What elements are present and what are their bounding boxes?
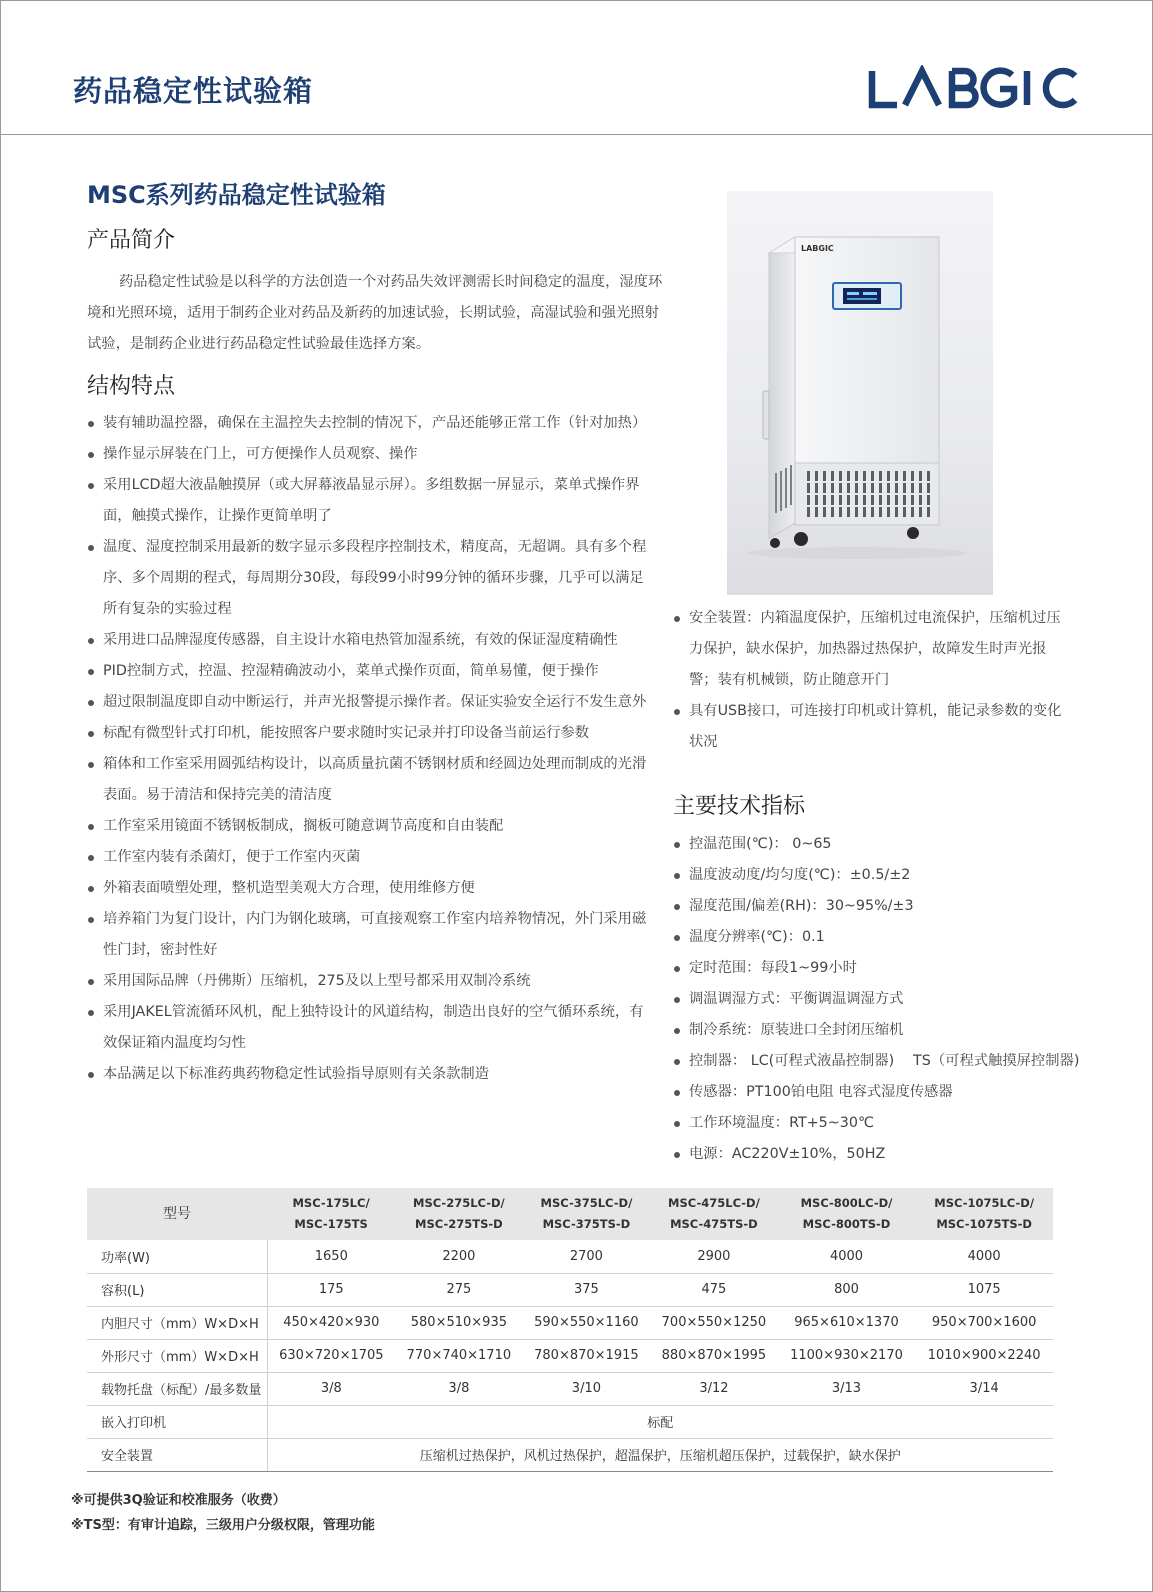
table-cell: 压缩机过热保护，风机过热保护，超温保护，压缩机超压保护，过载保护，缺水保护 <box>267 1438 1053 1471</box>
intro-paragraph: 药品稳定性试验是以科学的方法创造一个对药品失效评测需长时间稳定的温度，湿度环境和光照环境，适用于制药企业对药品及新药的加速试验，长期试验，高湿试验和强光照射试验，是制药企业进行药品稳定性试验最佳选择方案。 <box>87 274 663 352</box>
model-name-line: MSC-800TS-D <box>802 1217 891 1231</box>
specification-table <box>87 1188 1053 1472</box>
model-name-line: MSC-475LC-D/ <box>668 1196 760 1210</box>
feature-item: 培养箱门为复门设计，内门为钢化玻璃，可直接观察工作室内培养物情况，外门采用磁性门封，密封性好 <box>87 904 657 966</box>
features-list-right <box>673 603 1073 758</box>
table-cell: 580×510×935 <box>395 1306 523 1339</box>
features-list <box>87 408 657 1090</box>
row-label: 安全装置 <box>87 1438 267 1471</box>
chamber-logo: LABGIC <box>801 244 834 253</box>
feature-item: 温度、湿度控制采用最新的数字显示多段程序控制技术，精度高，无超调。具有多个程序、多个周期的程式，每周期分30段，每段99小时99分钟的循环步骤，几乎可以满足所有复杂的实验过程 <box>87 532 657 625</box>
model-name-line: MSC-1075TS-D <box>936 1217 1032 1231</box>
table-cell: 3/8 <box>267 1372 395 1405</box>
table-cell: 175 <box>267 1273 395 1306</box>
feature-item: 安全装置：内箱温度保护，压缩机过电流保护，压缩机过压力保护，缺水保护，加热器过热保护，故障发生时声光报警；装有机械锁，防止随意开门 <box>673 603 1073 696</box>
intro-heading: 产品简介 <box>87 228 176 253</box>
table-cell: 2200 <box>395 1240 523 1273</box>
specs-heading: 主要技术指标 <box>673 794 806 819</box>
table-cell: 950×700×1600 <box>915 1306 1053 1339</box>
row-label: 内胆尺寸（mm）W×D×H <box>87 1306 267 1339</box>
feature-item: 箱体和工作室采用圆弧结构设计，以高质量抗菌不锈钢材质和经圆边处理而制成的光滑表面。易于清洁和保持完美的清洁度 <box>87 749 657 811</box>
feature-item: 操作显示屏装在门上，可方便操作人员观察、操作 <box>87 439 657 470</box>
table-cell: 3/8 <box>395 1372 523 1405</box>
feature-item: 采用JAKEL管流循环风机，配上独特设计的风道结构，制造出良好的空气循环系统，有效保证箱内温度均匀性 <box>87 997 657 1059</box>
spec-item: 电源：AC220V±10%，50HZ <box>673 1139 1113 1170</box>
table-cell: 1650 <box>267 1240 395 1273</box>
footnote: ※TS型：有审计追踪，三级用户分级权限，管理功能 <box>71 1518 375 1533</box>
specs-list <box>673 829 1113 1170</box>
feature-item: 超过限制温度即自动中断运行，并声光报警提示操作者。保证实验安全运行不发生意外 <box>87 687 657 718</box>
model-column-header <box>395 1188 523 1240</box>
table-cell: 590×550×1160 <box>523 1306 651 1339</box>
feature-item: 外箱表面喷塑处理，整机造型美观大方合理，使用维修方便 <box>87 873 657 904</box>
table-cell: 880×870×1995 <box>650 1339 778 1372</box>
model-column-header <box>778 1188 916 1240</box>
spec-item: 控制器： LC(可程式液晶控制器) TS（可程式触摸屏控制器) <box>673 1046 1113 1077</box>
table-row <box>87 1438 1053 1471</box>
model-column-header <box>523 1188 651 1240</box>
table-cell: 3/10 <box>523 1372 651 1405</box>
table-cell: 2700 <box>523 1240 651 1273</box>
table-cell: 2900 <box>650 1240 778 1273</box>
feature-item: 装有辅助温控器，确保在主温控失去控制的情况下，产品还能够正常工作（针对加热） <box>87 408 657 439</box>
spec-item: 工作环境温度：RT+5~30℃ <box>673 1108 1113 1139</box>
table-row <box>87 1240 1053 1273</box>
spec-item: 制冷系统：原装进口全封闭压缩机 <box>673 1015 1113 1046</box>
labgic-logo <box>867 65 1085 111</box>
table-cell: 4000 <box>915 1240 1053 1273</box>
table-cell: 1075 <box>915 1273 1053 1306</box>
table-cell: 1100×930×2170 <box>778 1339 916 1372</box>
table-cell: 3/12 <box>650 1372 778 1405</box>
model-name-line: MSC-275LC-D/ <box>413 1196 505 1210</box>
feature-item: 具有USB接口，可连接打印机或计算机，能记录参数的变化状况 <box>673 696 1073 758</box>
table-cell: 630×720×1705 <box>267 1339 395 1372</box>
model-header: 型号 <box>87 1188 267 1240</box>
model-name-line: MSC-475TS-D <box>670 1217 758 1231</box>
table-cell: 标配 <box>267 1405 1053 1438</box>
table-row <box>87 1405 1053 1438</box>
feature-item: 本品满足以下标准药典药物稳定性试验指导原则有关条款制造 <box>87 1059 657 1090</box>
row-label: 载物托盘（标配）/最多数量 <box>87 1372 267 1405</box>
page-header <box>1 1 1153 135</box>
feature-item: 采用进口品牌湿度传感器，自主设计水箱电热管加湿系统，有效的保证湿度精确性 <box>87 625 657 656</box>
feature-item: 采用国际品牌（丹佛斯）压缩机，275及以上型号都采用双制冷系统 <box>87 966 657 997</box>
feature-item: 采用LCD超大液晶触摸屏（或大屏幕液晶显示屏）。多组数据一屏显示，菜单式操作界面，触摸式操作，让操作更简单明了 <box>87 470 657 532</box>
table-header-row <box>87 1188 1053 1240</box>
model-column-header <box>267 1188 395 1240</box>
chamber-image <box>727 191 993 595</box>
spec-item: 湿度范围/偏差(RH)：30~95%/±3 <box>673 891 1113 922</box>
row-label: 功率(W) <box>87 1240 267 1273</box>
model-name-line: MSC-800LC-D/ <box>800 1196 893 1210</box>
product-photo <box>727 191 993 595</box>
model-name-line: MSC-1075LC-D/ <box>934 1196 1035 1210</box>
model-column-header <box>650 1188 778 1240</box>
table-cell: 3/14 <box>915 1372 1053 1405</box>
spec-item: 控温范围(℃)： 0~65 <box>673 829 1113 860</box>
table-row <box>87 1273 1053 1306</box>
model-name-line: MSC-375LC-D/ <box>540 1196 633 1210</box>
model-name-line: MSC-275TS-D <box>415 1217 503 1231</box>
feature-item: 标配有微型针式打印机，能按照客户要求随时实记录并打印设备当前运行参数 <box>87 718 657 749</box>
page-title: 药品稳定性试验箱 <box>73 74 314 108</box>
table-cell: 800 <box>778 1273 916 1306</box>
table-row <box>87 1306 1053 1339</box>
spec-item: 温度波动度/均匀度(℃)：±0.5/±2 <box>673 860 1113 891</box>
spec-item: 定时范围：每段1~99小时 <box>673 953 1113 984</box>
feature-item: PID控制方式，控温、控湿精确波动小，菜单式操作页面，简单易懂，便于操作 <box>87 656 657 687</box>
spec-item: 温度分辨率(℃)：0.1 <box>673 922 1113 953</box>
footnotes <box>71 1488 375 1538</box>
model-column-header <box>915 1188 1053 1240</box>
product-series-title: MSC系列药品稳定性试验箱 <box>87 181 386 209</box>
feature-item: 工作室采用镜面不锈钢板制成，搁板可随意调节高度和自由装配 <box>87 811 657 842</box>
spec-item: 传感器：PT100铂电阻 电容式湿度传感器 <box>673 1077 1113 1108</box>
table-cell: 700×550×1250 <box>650 1306 778 1339</box>
footnote: ※可提供3Q验证和校准服务（收费） <box>71 1493 286 1508</box>
table-cell: 3/13 <box>778 1372 916 1405</box>
table-cell: 965×610×1370 <box>778 1306 916 1339</box>
row-label: 容积(L) <box>87 1273 267 1306</box>
model-name-line: MSC-175LC/ <box>292 1196 370 1210</box>
row-label: 嵌入打印机 <box>87 1405 267 1438</box>
model-name-line: MSC-175TS <box>294 1217 368 1231</box>
table-cell: 770×740×1710 <box>395 1339 523 1372</box>
spec-item: 调温调湿方式：平衡调温调湿方式 <box>673 984 1113 1015</box>
row-label: 外形尺寸（mm）W×D×H <box>87 1339 267 1372</box>
table-row <box>87 1372 1053 1405</box>
model-name-line: MSC-375TS-D <box>542 1217 631 1231</box>
table-cell: 475 <box>650 1273 778 1306</box>
features-heading: 结构特点 <box>87 374 176 399</box>
feature-item: 工作室内装有杀菌灯，便于工作室内灭菌 <box>87 842 657 873</box>
table-cell: 275 <box>395 1273 523 1306</box>
table-row <box>87 1339 1053 1372</box>
table-cell: 780×870×1915 <box>523 1339 651 1372</box>
table-cell: 450×420×930 <box>267 1306 395 1339</box>
table-cell: 375 <box>523 1273 651 1306</box>
table-cell: 1010×900×2240 <box>915 1339 1053 1372</box>
table-cell: 4000 <box>778 1240 916 1273</box>
